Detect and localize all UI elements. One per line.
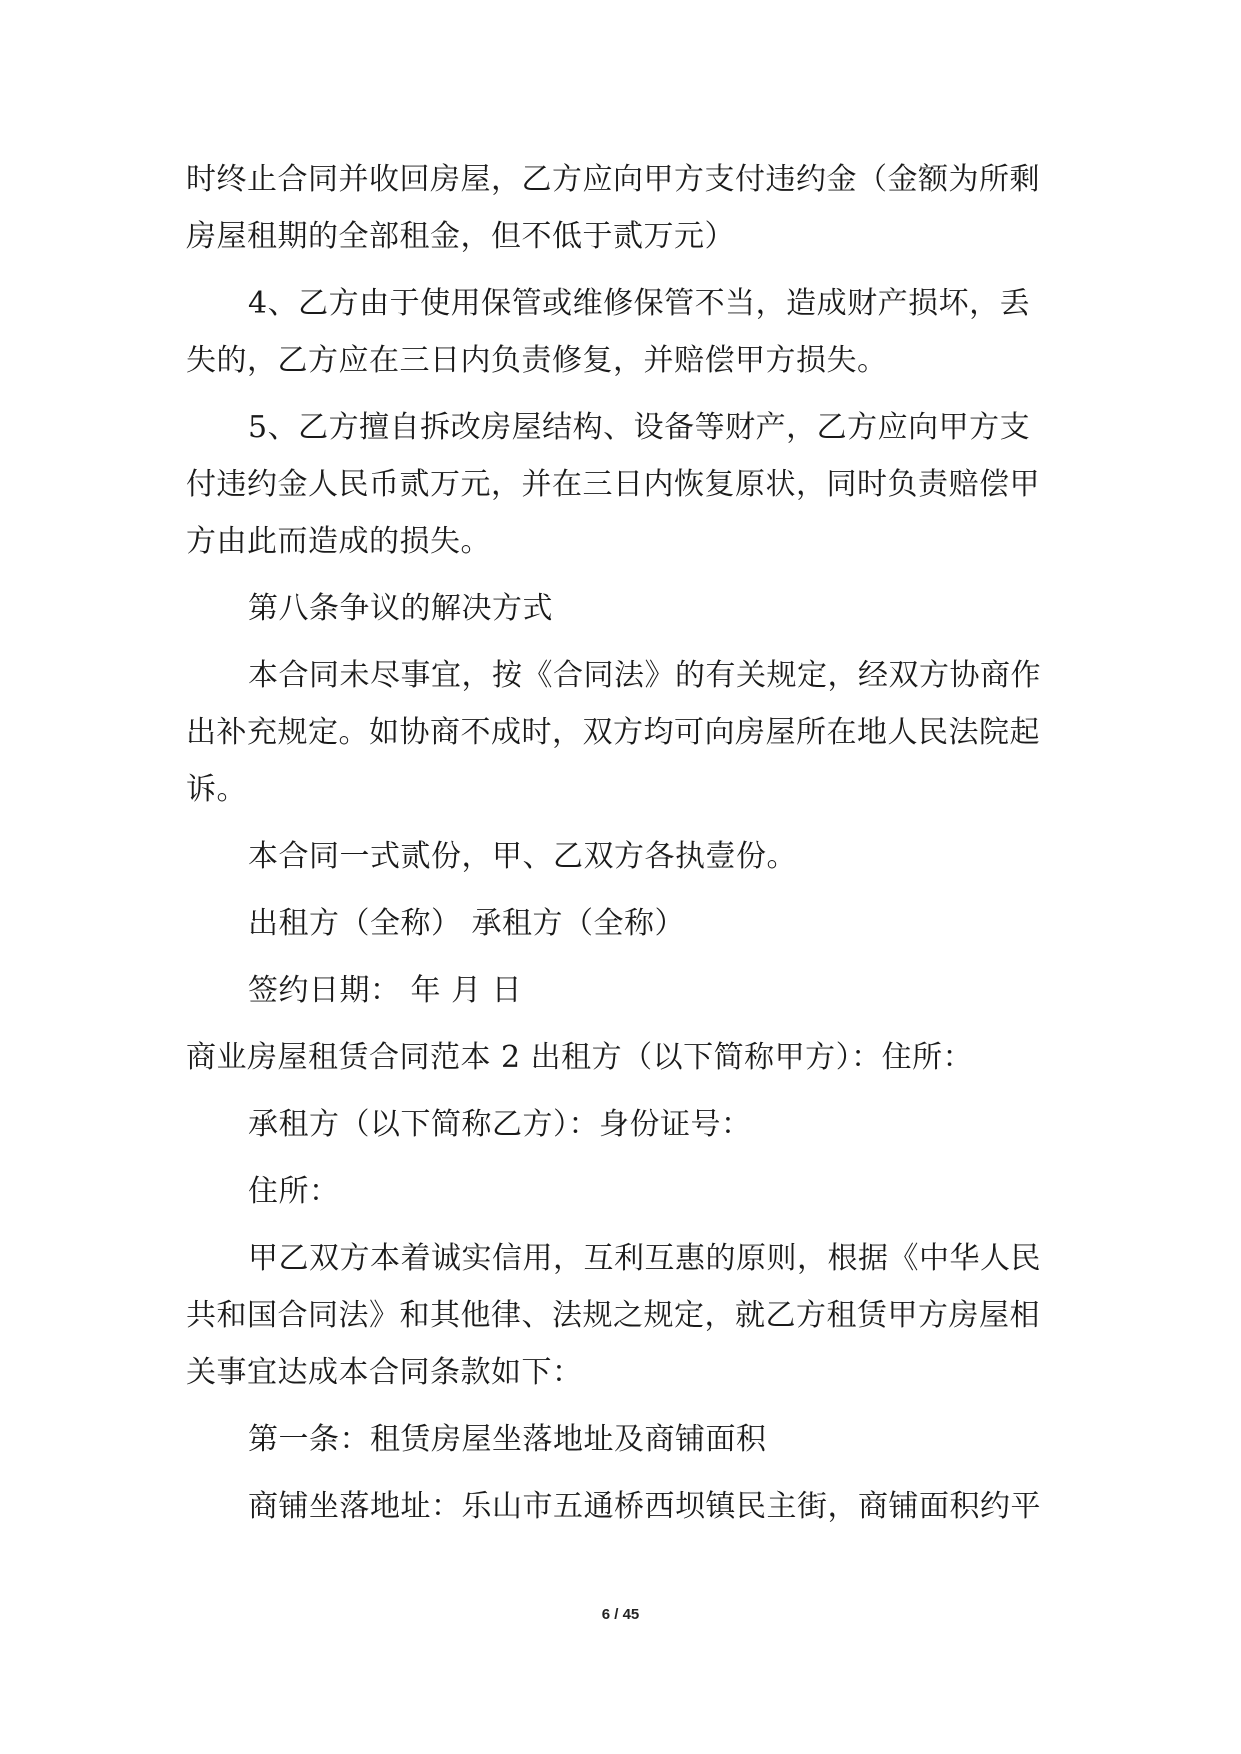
text-line: 付违约金人民币贰万元，并在三日内恢复原状，同时负责赔偿甲 (186, 467, 1040, 502)
text-line: 诉。 (186, 772, 247, 807)
text-line: 失的，乙方应在三日内负责修复，并赔偿甲方损失。 (186, 343, 888, 378)
text-line: 5、乙方擅自拆改房屋结构、设备等财产，乙方应向甲方支 (248, 410, 1031, 445)
text-line: 出补充规定。如协商不成时，双方均可向房屋所在地人民法院起 (186, 715, 1040, 750)
text-line: 商铺坐落地址：乐山市五通桥西坝镇民主街，商铺面积约平 (248, 1489, 1041, 1524)
text-line: 承租方（以下简称乙方）：身份证号： (248, 1107, 752, 1142)
text-line: 4、乙方由于使用保管或维修保管不当，造成财产损坏，丢 (248, 286, 1031, 321)
text-line: 本合同一式贰份，甲、乙双方各执壹份。 (248, 839, 797, 874)
signature-parties-line: 出租方（全称） 承租方（全称） (248, 906, 686, 941)
section-heading: 第一条：租赁房屋坐落地址及商铺面积 (248, 1422, 767, 1457)
text-line: 方由此而造成的损失。 (186, 524, 491, 559)
signing-date-line: 签约日期： 年 月 日 (248, 973, 523, 1008)
text-line: 共和国合同法》和其他律、法规之规定，就乙方租赁甲方房屋相 (186, 1298, 1040, 1333)
text-line: 住所： (248, 1174, 340, 1209)
text-line: 甲乙双方本着诚实信用，互利互惠的原则，根据《中华人民 (248, 1241, 1041, 1276)
text-line: 本合同未尽事宜，按《合同法》的有关规定，经双方协商作 (248, 658, 1041, 693)
text-line: 关事宜达成本合同条款如下： (186, 1355, 583, 1390)
text-line: 房屋租期的全部租金，但不低于贰万元） (186, 219, 735, 254)
contract-title-line: 商业房屋租赁合同范本 2 出租方（以下简称甲方）：住所： (186, 1040, 974, 1075)
text-line: 时终止合同并收回房屋，乙方应向甲方支付违约金（金额为所剩 (186, 162, 1040, 197)
page-number: 6 / 45 (601, 1606, 640, 1623)
section-heading: 第八条争议的解决方式 (248, 591, 553, 626)
